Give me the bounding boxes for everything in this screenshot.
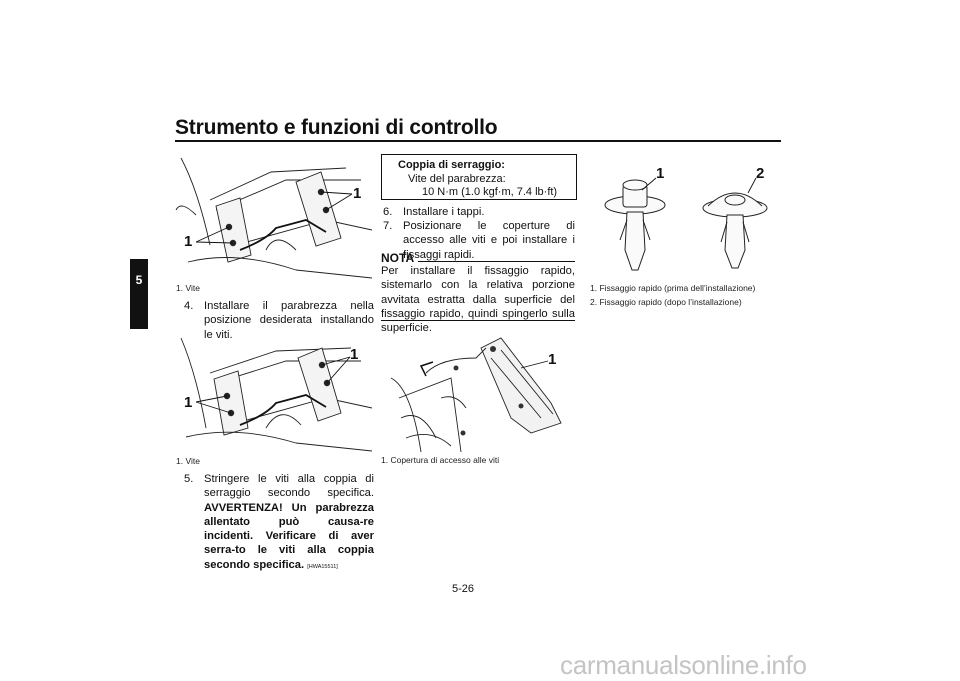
step-4-number: 4. [184, 300, 194, 312]
nota-header [381, 251, 575, 265]
step-6-number: 6. [383, 206, 393, 218]
fig1-callout-b: 1 [353, 185, 362, 202]
fig3-callout: 1 [548, 351, 557, 368]
step-5-text: Stringere le viti alla coppia di serraggio secondo specifica. [204, 473, 374, 500]
torque-line1: Vite del parabrezza: [408, 172, 506, 185]
figure-quick-fasteners [590, 160, 782, 280]
torque-line2: 10 N·m (1.0 kgf·m, 7.4 lb·ft) [422, 186, 558, 198]
nota-end-rule [381, 320, 575, 321]
nota-label: NOTA [381, 251, 415, 265]
step-6-text: Installare i tappi. [403, 206, 485, 218]
fig1-caption: 1. Vite [176, 283, 200, 293]
figure-windshield-screws-2 [176, 333, 372, 451]
fig4-callout-1: 1 [656, 165, 665, 182]
fig4-caption-2: 2. Fissaggio rapido (dopo l’installazione) [590, 297, 742, 307]
fig3-caption: 1. Copertura di accesso alle viti [381, 455, 500, 465]
chapter-tab-label: 5 [135, 273, 143, 287]
chapter-tab [130, 259, 148, 329]
header-rule [175, 140, 781, 142]
nota-text: Per installare il fissaggio rapido, sistemarlo con la relativa porzione avvitata estratta dalla superficie del fissaggio rapido, quindi spingerlo sulla superficie. [381, 265, 575, 335]
fig4-caption-1: 1. Fissaggio rapido (prima dell’installazione) [590, 283, 756, 293]
step-5-code: [HWA15511] [307, 563, 338, 570]
figure-windshield-screws-1 [176, 150, 372, 278]
fig1-callout-a: 1 [184, 233, 193, 250]
step-4-text: Installare il parabrezza nella posizione desiderata installando le viti. [204, 300, 374, 341]
step-7-text: Posizionare le coperture di accesso alle viti e poi installare i fissaggi rapidi. [403, 220, 575, 261]
nota-rule [418, 261, 575, 262]
step-6 [383, 205, 575, 219]
fig4-callout-2: 2 [756, 165, 765, 182]
fig2-callout-a: 1 [184, 394, 193, 411]
torque-spec-box [381, 154, 577, 200]
watermark: carmanualsonline.info [560, 650, 807, 680]
step-5-warning: AVVERTENZA! Un parabrezza allentato può causa-re incidenti. Verificare di aver serra-to le viti alla coppia secondo specifica. [204, 501, 374, 571]
fig2-caption: 1. Vite [176, 456, 200, 466]
torque-title: Coppia di serraggio: [398, 159, 505, 171]
step-5-number: 5. [184, 473, 194, 485]
step-7-number: 7. [383, 220, 393, 232]
page-title: Strumento e funzioni di controllo [175, 116, 498, 139]
figure-screw-access-cover [381, 328, 577, 452]
step-5 [184, 472, 374, 574]
fig2-callout-b: 1 [350, 346, 359, 363]
page-number: 5-26 [452, 583, 475, 595]
